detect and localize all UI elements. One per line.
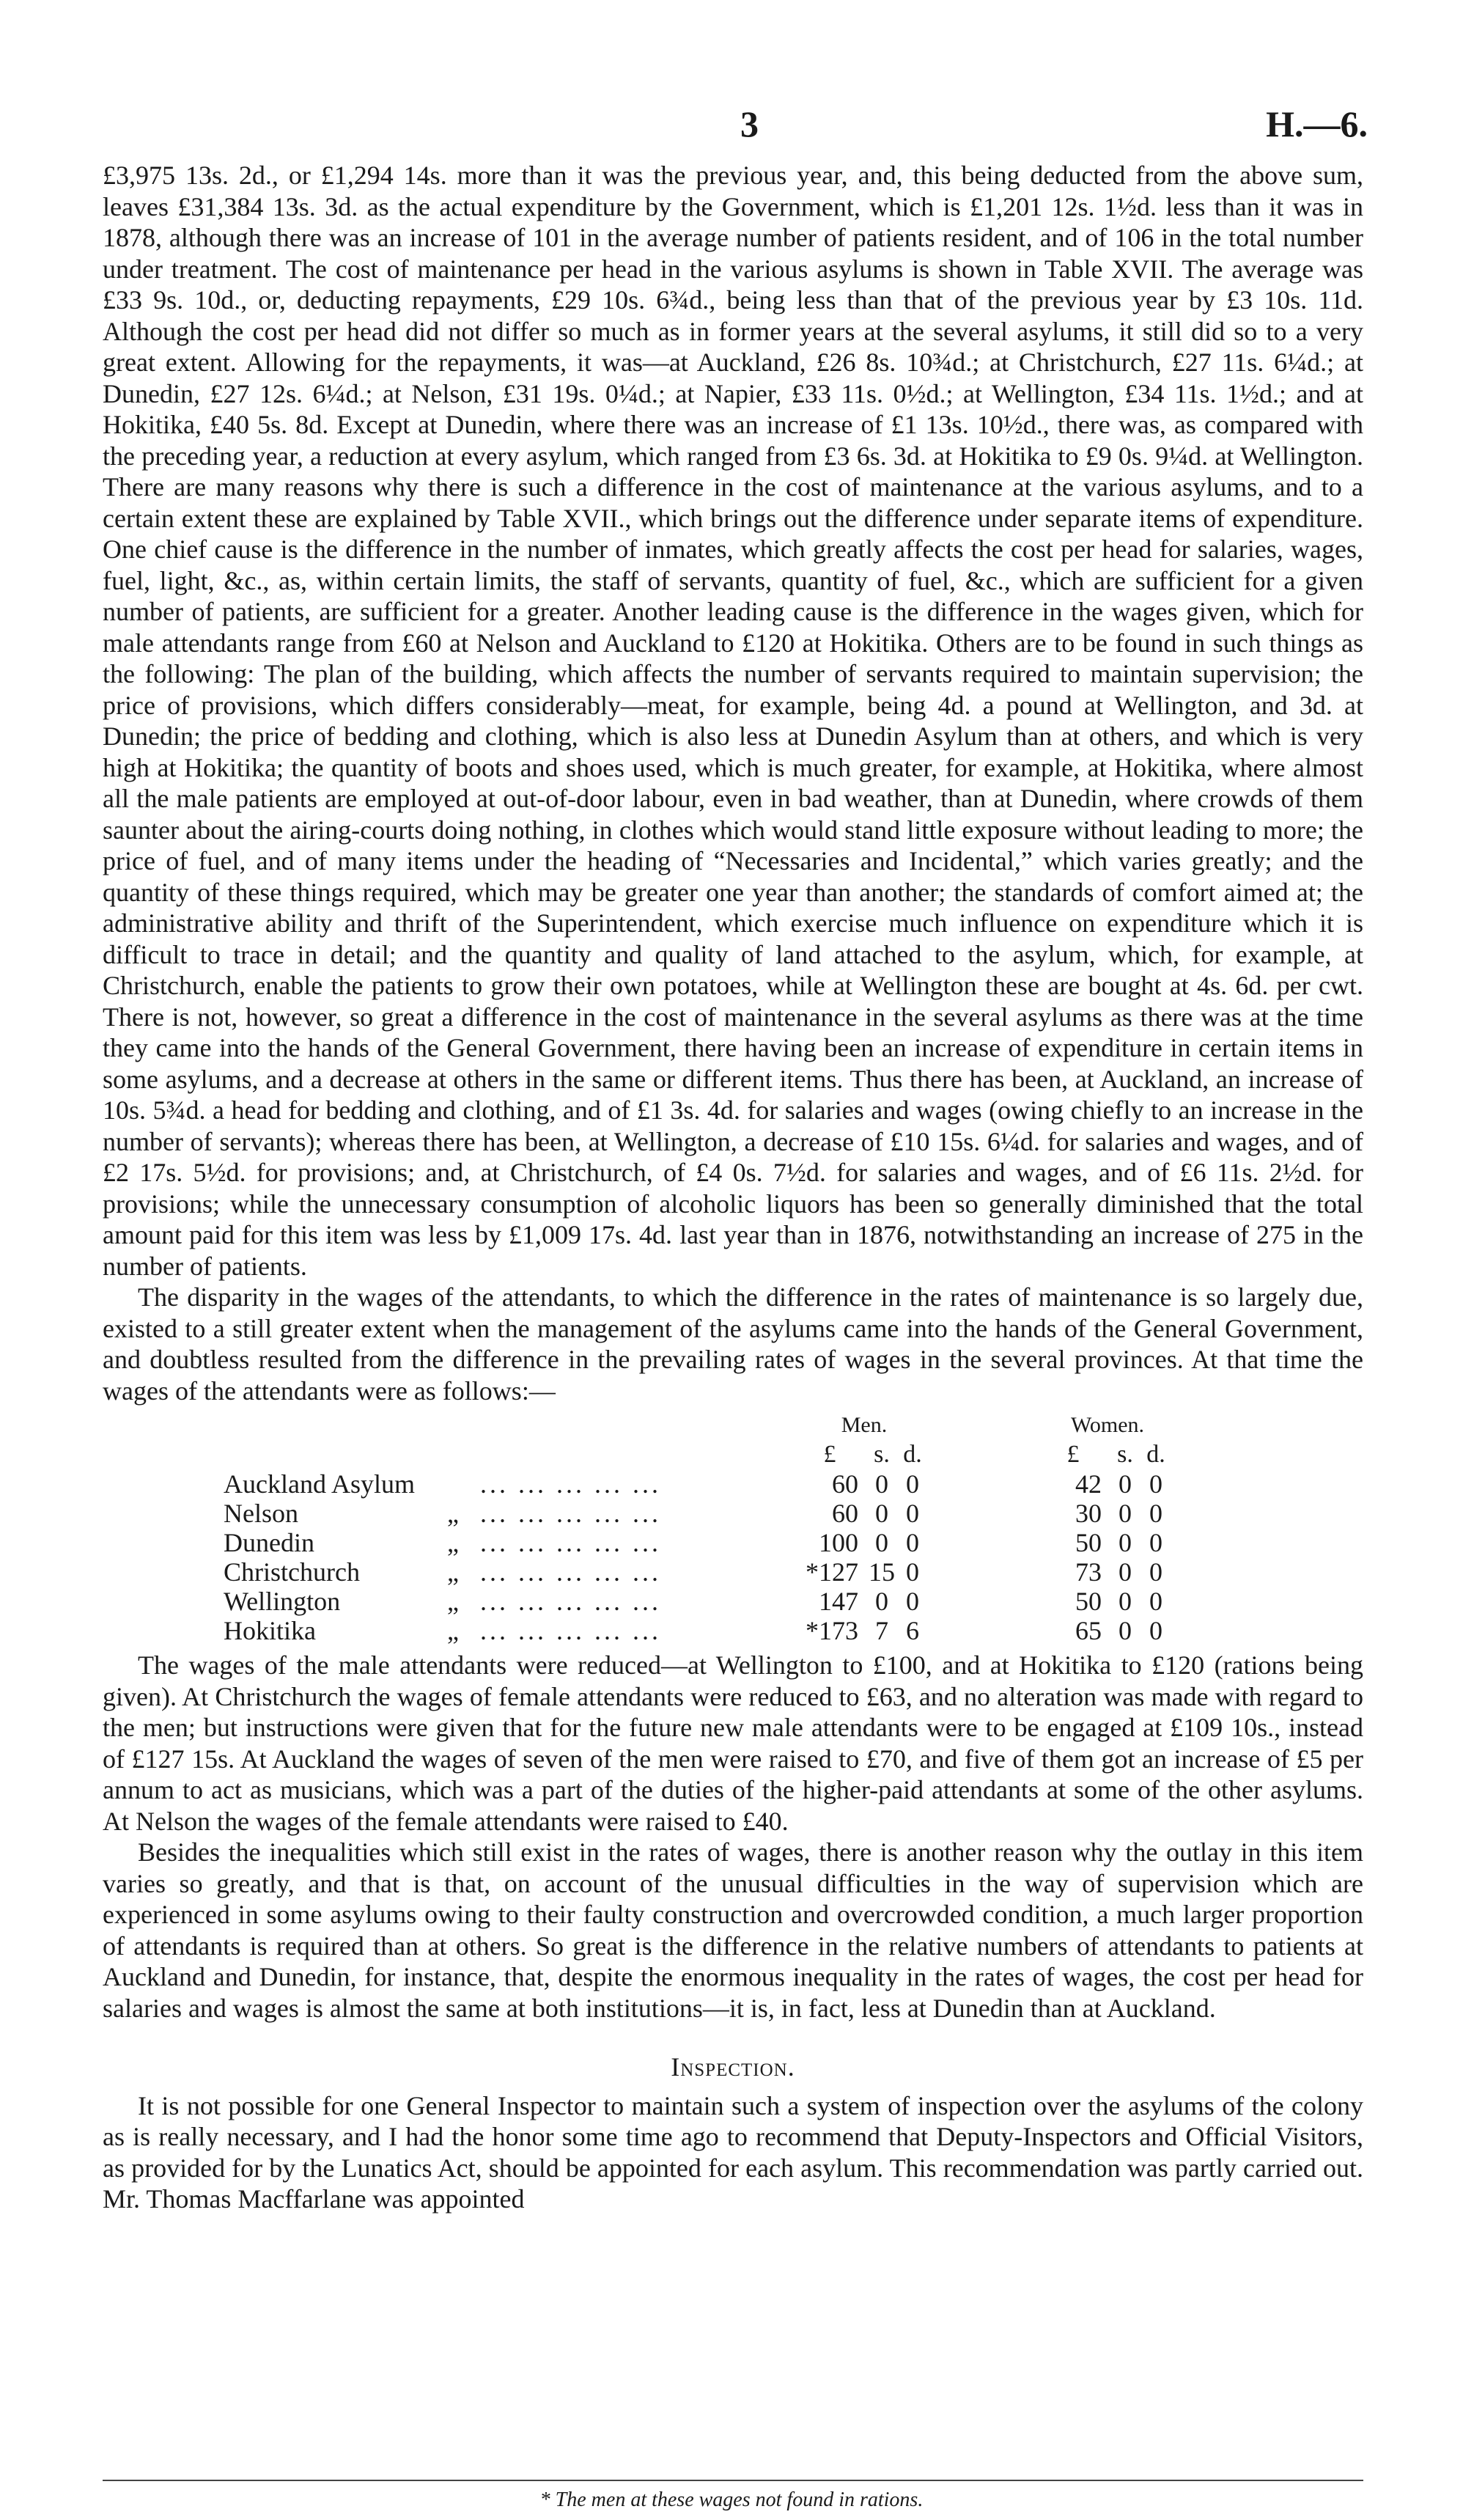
women-shillings: 0	[1119, 1557, 1132, 1587]
women-pounds: 65	[1075, 1616, 1102, 1645]
paragraph-inspection: It is not possible for one General Inspector to maintain such a system of inspection over the asylums of the colony as is really necessary, and I had the honor some time ago to recommend that Deputy-Inspectors and Official Visitors, as provided for by the Lunatics Act, should be appointed for each asylum. This recommendation was partly carried out. Mr. Thomas Macffarlane was appointed	[103, 2090, 1363, 2214]
unit-pence: d.	[903, 1441, 922, 1468]
page-number: 3	[740, 103, 759, 144]
footnote-divider	[103, 2480, 1363, 2481]
unit-pounds: £	[823, 1441, 836, 1468]
ditto-mark: „	[447, 1528, 459, 1557]
men-shillings: 0	[875, 1469, 888, 1499]
women-shillings: 0	[1119, 1616, 1132, 1645]
body-text	[103, 160, 1363, 2215]
attendant-wages-table	[224, 1411, 1171, 1645]
women-shillings: 0	[1119, 1587, 1132, 1616]
men-pounds: 60	[832, 1499, 858, 1528]
paragraph-wage-reductions: The wages of the male attendants were reduced—at Wellington to £100, and at Hokitika to £120 (rations being given). At Christchurch the wages of female attendants were reduced to £63, and no alteration was made with regard to the men; but instructions were given that for the future new male attendants were to be engaged at £109 10s., instead of £127 15s. At Auckland the wages of seven of the men were raised to £70, and five of them got an increase of £5 per annum to act as musicians, which was a part of the duties of the higher-paid attendants at some of the other asylums. At Nelson the wages of the female attendants were raised to £40.	[103, 1650, 1363, 1836]
women-pounds: 42	[1075, 1469, 1102, 1499]
leader-dots: ... ... ... ... ...	[480, 1469, 661, 1499]
men-pence: 0	[906, 1557, 919, 1587]
men-pence: 6	[906, 1616, 919, 1645]
women-pounds: 30	[1075, 1499, 1102, 1528]
unit-pounds: £	[1066, 1441, 1080, 1468]
women-pounds: 50	[1075, 1528, 1102, 1557]
ditto-mark: „	[447, 1616, 459, 1645]
men-shillings: 7	[875, 1616, 888, 1645]
asylum-name: Hokitika	[224, 1616, 316, 1645]
table-row	[224, 1469, 1171, 1499]
women-pounds: 50	[1075, 1587, 1102, 1616]
table-row	[224, 1587, 1171, 1616]
asylum-name: Dunedin	[224, 1528, 314, 1557]
ditto-mark: „	[447, 1587, 459, 1616]
women-pence: 0	[1149, 1616, 1162, 1645]
asylum-name: Christchurch	[224, 1557, 360, 1587]
table-row	[224, 1557, 1171, 1587]
asylum-name: Nelson	[224, 1499, 298, 1528]
men-pence: 0	[906, 1499, 919, 1528]
paragraph-wage-disparity: The disparity in the wages of the attendants, to which the difference in the rates of maintenance is so largely due, existed to a still greater extent when the management of the asylums came into the hands of the General Government, and doubtless resulted from the difference in the prevailing rates of wages in the several provinces. At that time the wages of the attendants were as follows:—	[103, 1282, 1363, 1406]
men-pounds: 147	[819, 1587, 858, 1616]
men-pounds: 60	[832, 1469, 858, 1499]
men-shillings: 15	[869, 1557, 895, 1587]
men-pounds: *173	[806, 1616, 858, 1645]
men-shillings: 0	[875, 1528, 888, 1557]
men-shillings: 0	[875, 1587, 888, 1616]
men-pounds: 100	[819, 1528, 858, 1557]
asylum-name: Auckland Asylum	[224, 1469, 415, 1499]
leader-dots: ... ... ... ... ...	[480, 1499, 661, 1528]
men-shillings: 0	[875, 1499, 888, 1528]
paragraph-maintenance-costs: £3,975 13s. 2d., or £1,294 14s. more than it was the previous year, and, this being deducted from the above sum, leaves £31,384 13s. 3d. as the actual expenditure by the Government, which is £1,201 12s. 1½d. less than it was in 1878, although there was an increase of 101 in the average number of patients resident, and of 106 in the total number under treatment. The cost of maintenance per head in the various asylums is shown in Table XVII. The average was £33 9s. 10d., or, deducting repayments, £29 10s. 6¾d., being less than that of the previous year by £3 10s. 11d. Although the cost per head did not differ so much as in former years at the several asylums, it still did so to a very great extent. Allowing for the repayments, it was—at Auckland, £26 8s. 10¾d.; at Christchurch, £27 11s. 6¼d.; at Dunedin, £27 12s. 6¼d.; at Nelson, £31 19s. 0¼d.; at Napier, £33 11s. 0½d.; at Wellington, £34 11s. 1½d.; and at Hokitika, £40 5s. 8d. Except at Dunedin, where there was an increase of £1 13s. 10½d., there was, as compared with the preceding year, a reduction at every asylum, which ranged from £3 6s. 3d. at Hokitika to £9 0s. 9¼d. at Wellington. There are many reasons why there is such a difference in the cost of maintenance at the various asylums, and to a certain extent these are explained by Table XVII., which brings out the difference under separate items of expenditure. One chief cause is the difference in the number of inmates, which greatly affects the cost per head for salaries, wages, fuel, light, &c., as, within certain limits, the staff of servants, quantity of fuel, &c., which are sufficient for a given number of patients, are sufficient for a greater. Another leading cause is the difference in the wages given, which for male attendants range from £60 at Nelson and Auckland to £120 at Hokitika. Others are to be found in such things as the following: The plan of the building, which affects the number of servants required to maintain supervision; the price of provisions, which differs considerably—meat, for example, being 4d. a pound at Wellington, and 3d. at Dunedin; the price of bedding and clothing, which is also less at Dunedin Asylum than at others, and which is very high at Hokitika; the quantity of boots and shoes used, which is much greater, for example, at Hokitika, where almost all the male patients are employed at out-of-door labour, even in bad weather, than at Dunedin, where crowds of them saunter about the airing-courts doing nothing, in clothes which would stand little exposure without leading to more; the price of fuel, and of many items under the heading of “Necessaries and Incidental,” which varies greatly; and the quantity of these things required, which may be greater one year than another; the standards of comfort aimed at; the administrative ability and thrift of the Superintendent, which exercise much influence on expenditure which it is difficult to trace in detail; and the quantity and quality of land attached to the asylum, which, for example, at Christchurch, enable the patients to grow their own potatoes, while at Wellington these are bought at 4s. 6d. per cwt. There is not, however, so great a difference in the cost of maintenance in the several asylums as there was at the time they came into the hands of the General Government, there having been an increase of expenditure in certain items in some asylums, and a decrease at others in the same or different items. Thus there has been, at Auckland, an increase of 10s. 5¾d. a head for bedding and clothing, and of £1 3s. 4d. for salaries and wages (owing chiefly to an increase in the number of servants); whereas there has been, at Wellington, a decrease of £10 15s. 6¼d. for salaries and wages, and of £2 17s. 5½d. for provisions; and, at Christchurch, of £4 0s. 7½d. for salaries and wages, and of £6 11s. 2½d. for provisions; while the unnecessary consumption of alcoholic liquors has been so generally diminished that the total amount paid for this item was less by £1,009 17s. 4d. last year than in 1876, notwithstanding an increase of 275 in the number of patients.	[103, 161, 1363, 1281]
men-pence: 0	[906, 1587, 919, 1616]
men-pence: 0	[906, 1528, 919, 1557]
table-row	[224, 1499, 1171, 1528]
table-row	[224, 1528, 1171, 1557]
men-column-header: Men.	[841, 1413, 888, 1437]
unit-shillings: s.	[1117, 1441, 1133, 1468]
women-pence: 0	[1149, 1469, 1162, 1499]
leader-dots: ... ... ... ... ...	[480, 1616, 661, 1645]
women-pounds: 73	[1075, 1557, 1102, 1587]
men-pounds: *127	[806, 1557, 858, 1587]
table-row	[224, 1616, 1171, 1645]
women-shillings: 0	[1119, 1528, 1132, 1557]
unit-pence: d.	[1146, 1441, 1165, 1468]
table-group-header-row	[224, 1411, 1171, 1440]
asylum-name: Wellington	[224, 1587, 341, 1616]
women-pence: 0	[1149, 1587, 1162, 1616]
table-unit-header-row	[224, 1440, 1171, 1469]
women-pence: 0	[1149, 1528, 1162, 1557]
ditto-mark	[447, 1469, 480, 1499]
women-column-header: Women.	[1070, 1413, 1145, 1437]
unit-shillings: s.	[874, 1441, 890, 1468]
footnote: * The men at these wages not found in rations.	[539, 2488, 924, 2511]
leader-dots: ... ... ... ... ...	[480, 1557, 661, 1587]
section-heading-inspection: Inspection.	[671, 2052, 795, 2082]
women-pence: 0	[1149, 1499, 1162, 1528]
men-pence: 0	[906, 1469, 919, 1499]
ditto-mark: „	[447, 1499, 459, 1528]
wage-rows	[224, 1469, 1171, 1645]
document-reference: H.—6.	[1266, 103, 1368, 144]
women-shillings: 0	[1119, 1469, 1132, 1499]
leader-dots: ... ... ... ... ...	[480, 1528, 661, 1557]
women-shillings: 0	[1119, 1499, 1132, 1528]
women-pence: 0	[1149, 1557, 1162, 1587]
paragraph-inequalities: Besides the inequalities which still exist in the rates of wages, there is another reason why the outlay in this item varies so greatly, and that is that, on account of the unusual difficulties in the way of supervision which are experienced in some asylums owing to their faulty construction and overcrowded condition, a much larger proportion of attendants is required than at others. So great is the difference in the relative numbers of attendants to patients at Auckland and Dunedin, for instance, that, despite the enormous inequality in the rates of wages, the cost per head for salaries and wages is almost the same at both institutions—it is, in fact, less at Dunedin than at Auckland.	[103, 1837, 1363, 2023]
leader-dots: ... ... ... ... ...	[480, 1587, 661, 1616]
ditto-mark: „	[447, 1557, 459, 1587]
